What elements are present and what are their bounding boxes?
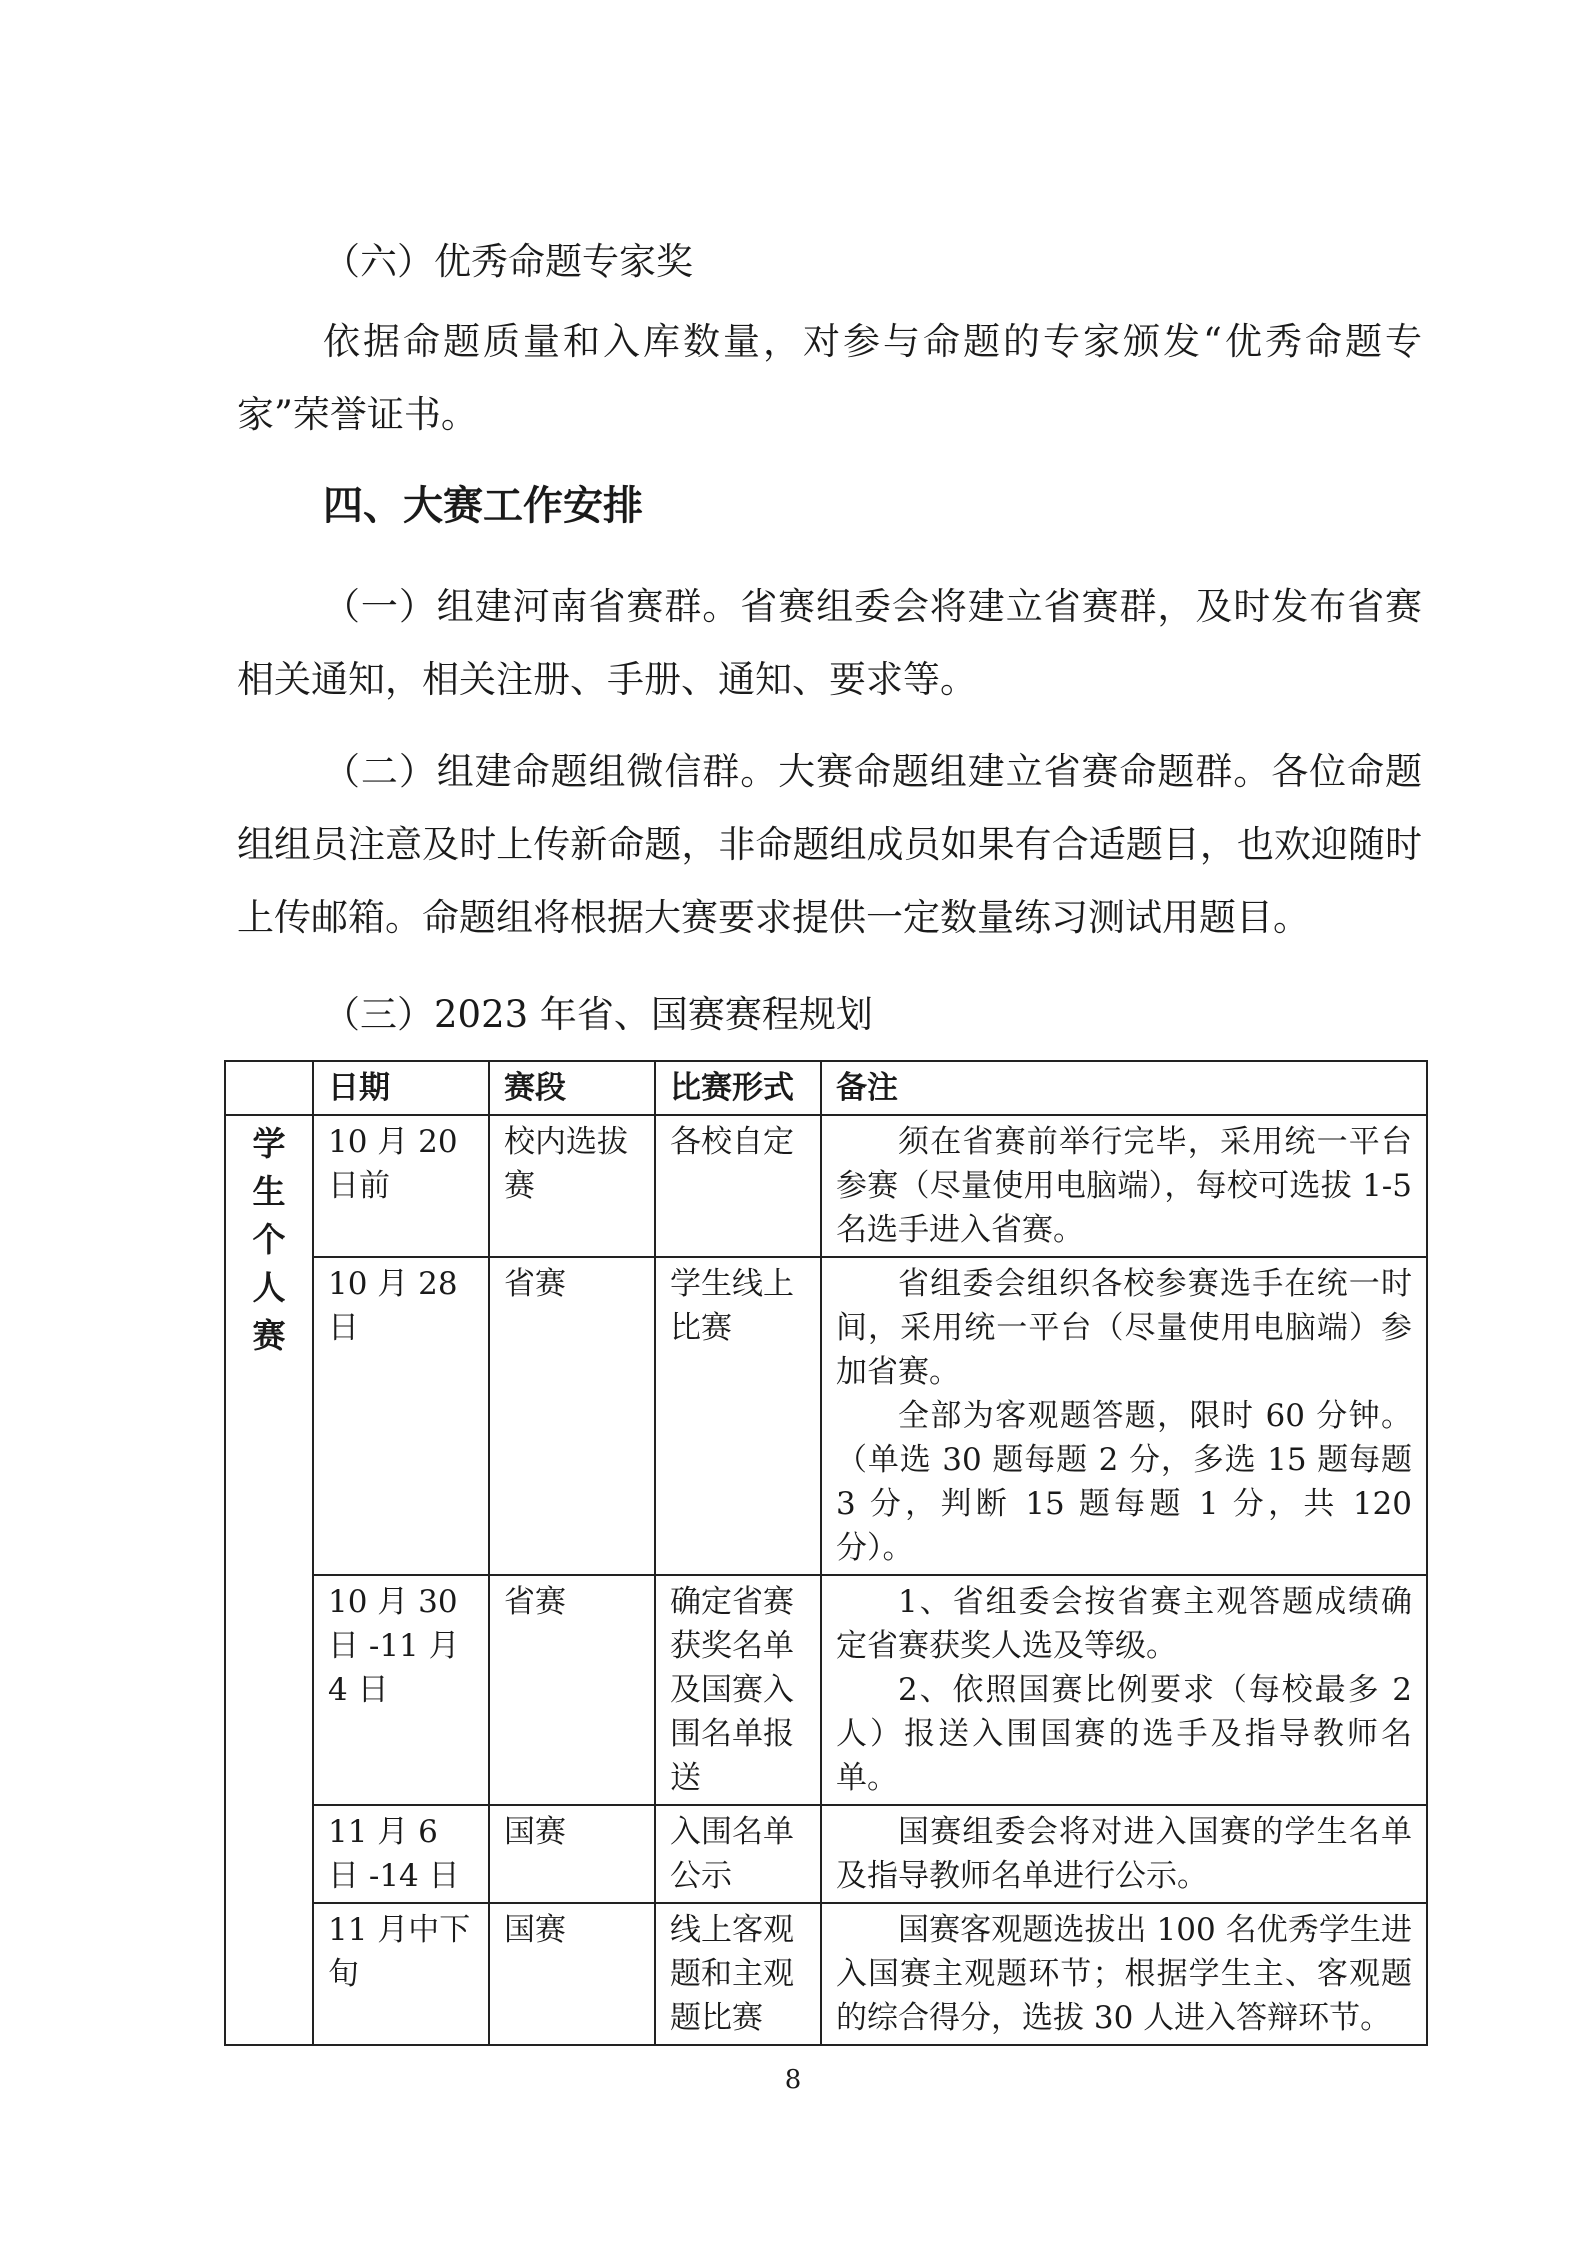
stage-cell: 校内选拔赛 [489,1115,655,1257]
header-cell-date: 日期 [313,1061,489,1115]
note-text: 1、省组委会按省赛主观答题成绩确定省赛获奖人选及等级。 [836,1584,1412,1664]
schedule-table [224,1060,1428,2046]
page-number: 8 [784,2065,802,2095]
header-cell-empty [225,1061,313,1115]
table-row [225,1257,1427,1575]
table-row [225,1575,1427,1805]
group-label: 学生个人赛 [252,1124,286,1355]
section-four-heading: 四、大赛工作安排 [323,483,643,529]
date-cell: 11 月 6 日 -14 日 [313,1805,489,1903]
note-text: 省组委会组织各校参赛选手在统一时间，采用统一平台（尽量使用电脑端）参加省赛。 [836,1266,1412,1390]
format-cell: 线上客观题和主观题比赛 [655,1903,821,2045]
note-text: 2、依照国赛比例要求（每校最多 2 人）报送入围国赛的选手及指导教师名单。 [836,1672,1412,1796]
note-text: 国赛客观题选拔出 100 名优秀学生进入国赛主观题环节；根据学生主、客观题的综合得分，选拔 30 人进入答辩环节。 [836,1912,1412,2036]
section-six-heading: （六）优秀命题专家奖 [323,240,693,283]
notes-cell [821,1257,1427,1575]
format-cell: 各校自定 [655,1115,821,1257]
header-cell-notes: 备注 [821,1061,1427,1115]
table-row [225,1805,1427,1903]
section-six-body: 依据命题质量和入库数量，对参与命题的专家颁发“优秀命题专家”荣誉证书。 [237,320,1422,436]
note-text: 国赛组委会将对进入国赛的学生名单及指导教师名单进行公示。 [836,1814,1412,1894]
table-row [225,1903,1427,2045]
format-cell: 学生线上比赛 [655,1257,821,1575]
group-label-cell [225,1115,313,2045]
paragraph-1: （一）组建河南省赛群。省赛组委会将建立省赛群，及时发布省赛相关通知，相关注册、手册、通知、要求等。 [237,585,1422,701]
notes-cell [821,1805,1427,1903]
notes-cell [821,1575,1427,1805]
format-cell: 入围名单公示 [655,1805,821,1903]
date-cell: 11 月中下旬 [313,1903,489,2045]
table-row [225,1115,1427,1257]
paragraph-3: （三）2023 年省、国赛赛程规划 [323,993,873,1036]
table-header-row [225,1061,1427,1115]
format-cell: 确定省赛获奖名单及国赛入围名单报送 [655,1575,821,1805]
stage-cell: 国赛 [489,1805,655,1903]
date-cell: 10 月 20 日前 [313,1115,489,1257]
paragraph-2: （二）组建命题组微信群。大赛命题组建立省赛命题群。各位命题组组员注意及时上传新命题，非命题组成员如果有合适题目，也欢迎随时上传邮箱。命题组将根据大赛要求提供一定数量练习测试用题目。 [237,750,1422,939]
stage-cell: 省赛 [489,1257,655,1575]
header-cell-format: 比赛形式 [655,1061,821,1115]
notes-cell [821,1903,1427,2045]
notes-cell [821,1115,1427,1257]
header-cell-stage: 赛段 [489,1061,655,1115]
stage-cell: 国赛 [489,1903,655,2045]
stage-cell: 省赛 [489,1575,655,1805]
date-cell: 10 月 30 日 -11 月 4 日 [313,1575,489,1805]
date-cell: 10 月 28 日 [313,1257,489,1575]
note-text: 须在省赛前举行完毕，采用统一平台参赛（尽量使用电脑端），每校可选拔 1-5 名选手进入省赛。 [836,1124,1412,1248]
note-text: 全部为客观题答题，限时 60 分钟。（单选 30 题每题 2 分，多选 15 题每题 3 分，判断 15 题每题 1 分，共 120 分）。 [836,1398,1412,1566]
